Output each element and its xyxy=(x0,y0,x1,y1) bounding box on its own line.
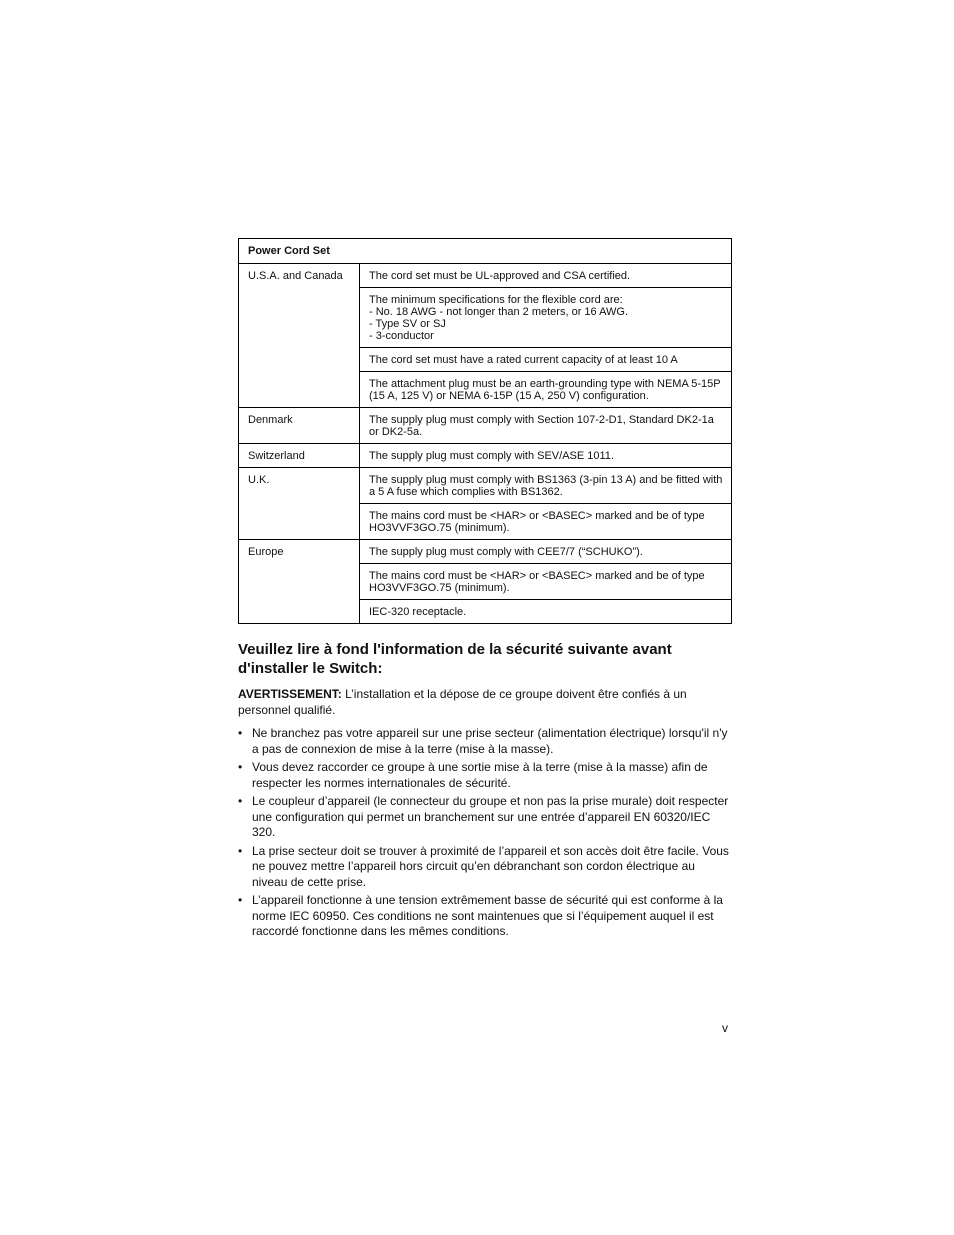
list-item xyxy=(238,794,732,841)
list-item-text: Vous devez raccorder ce groupe à une sortie mise à la terre (mise à la masse) afin de respecter les normes internationales de sécurité. xyxy=(252,760,708,790)
requirement-cell: The mains cord must be <HAR> or <BASEC> marked and be of type HO3VVF3GO.75 (minimum). xyxy=(360,564,732,600)
warning-paragraph xyxy=(238,686,732,718)
table-row xyxy=(239,468,732,504)
country-cell: U.K. xyxy=(239,468,360,540)
list-item xyxy=(238,726,732,757)
requirement-cell: The supply plug must comply with CEE7/7 (“SCHUKO”). xyxy=(360,540,732,564)
warning-label: AVERTISSEMENT: xyxy=(238,687,342,701)
table-row xyxy=(239,264,732,288)
list-item-text: Ne branchez pas votre appareil sur une prise secteur (alimentation électrique) lorsqu'il n'y a pas de connexion de mise à la terre (mise à la masse). xyxy=(252,726,728,756)
country-cell: Denmark xyxy=(239,408,360,444)
list-item xyxy=(238,844,732,891)
table-row xyxy=(239,408,732,444)
bullet-icon: • xyxy=(238,760,243,774)
bullet-icon: • xyxy=(238,893,243,907)
requirement-cell: The supply plug must comply with SEV/ASE 1011. xyxy=(360,444,732,468)
bullet-icon: • xyxy=(238,843,243,858)
list-item-text: L’appareil fonctionne à une tension extrêmement basse de sécurité qui est conforme à la norme IEC 60950. Ces conditions ne sont maintenues que si l’équipement auquel il est raccordé fonctionne dans les mêmes conditions. xyxy=(252,893,723,938)
requirement-cell: The mains cord must be <HAR> or <BASEC> marked and be of type HO3VVF3GO.75 (minimum). xyxy=(360,504,732,540)
requirement-cell: The supply plug must comply with Section 107-2-D1, Standard DK2-1a or DK2-5a. xyxy=(360,408,732,444)
page-number: v xyxy=(722,1021,728,1035)
power-cord-table-container xyxy=(238,238,732,624)
list-item xyxy=(238,760,732,791)
safety-bullet-list xyxy=(238,726,732,940)
bullet-icon: • xyxy=(238,726,243,740)
bullet-icon: • xyxy=(238,794,243,808)
table-header-row xyxy=(239,239,732,264)
section-heading: Veuillez lire à fond l'information de la sécurité suivante avant d'installer le Switch: xyxy=(238,641,672,677)
requirement-cell: The supply plug must comply with BS1363 (3-pin 13 A) and be fitted with a 5 A fuse which complies with BS1362. xyxy=(360,468,732,504)
country-cell: Switzerland xyxy=(239,444,360,468)
table-header: Power Cord Set xyxy=(239,239,732,264)
requirement-cell: The minimum specifications for the flexible cord are: - No. 18 AWG - not longer than 2 meters, or 16 AWG. - Type SV or SJ - 3-conductor xyxy=(360,288,732,348)
requirement-cell: The cord set must have a rated current capacity of at least 10 A xyxy=(360,348,732,372)
requirement-cell: The attachment plug must be an earth-grounding type with NEMA 5-15P (15 A, 125 V) or NEMA 6-15P (15 A, 250 V) configuration. xyxy=(360,372,732,408)
list-item xyxy=(238,893,732,940)
safety-section xyxy=(238,640,732,943)
table-row xyxy=(239,444,732,468)
list-item-text: Le coupleur d’appareil (le connecteur du groupe et non pas la prise murale) doit respecter une configuration qui permet un branchement sur une entrée d’appareil EN 60320/IEC 320. xyxy=(252,794,729,839)
warning-text: L’installation et la dépose de ce groupe doivent être confiés à un personnel qualifié. xyxy=(238,687,687,717)
country-cell: Europe xyxy=(239,540,360,624)
requirement-cell: IEC-320 receptacle. xyxy=(360,600,732,624)
table-row xyxy=(239,540,732,564)
power-cord-table xyxy=(238,238,732,624)
country-cell: U.S.A. and Canada xyxy=(239,264,360,408)
requirement-cell: The cord set must be UL-approved and CSA certified. xyxy=(360,264,732,288)
list-item-text: La prise secteur doit se trouver à proximité de l’appareil et son accès doit être facile. Vous ne pouvez mettre l’appareil hors circuit qu’en débranchant son cordon électrique au niveau de cette prise. xyxy=(252,843,729,889)
